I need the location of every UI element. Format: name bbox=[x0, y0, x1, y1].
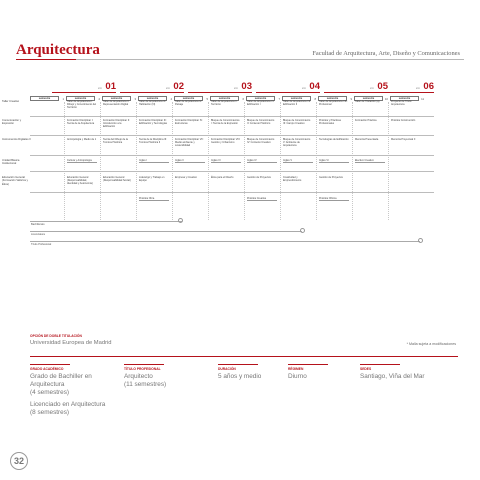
course-cell: Empresa y Creativo bbox=[175, 176, 197, 179]
row-divider bbox=[30, 171, 434, 172]
year-header-2 bbox=[120, 80, 184, 93]
row-divider bbox=[30, 135, 434, 136]
course-cell: Práctica Creativa bbox=[247, 197, 277, 201]
course-cell: Formación Disciplinar IV: Estructuras bbox=[175, 119, 203, 126]
course-cell: Ética para el Diseño bbox=[211, 176, 234, 179]
course-cell: Tecnologías de Edificación bbox=[319, 138, 349, 141]
year-number: 05 bbox=[377, 81, 388, 92]
column-separator bbox=[352, 102, 353, 220]
info-value: Arquitecto bbox=[124, 373, 153, 380]
column-separator bbox=[388, 102, 389, 220]
course-cell: Formación Práctica bbox=[355, 119, 377, 122]
course-cell: Cultura y Antropología bbox=[67, 159, 97, 163]
row-label: Taller Creativo bbox=[2, 100, 20, 103]
year-number: 04 bbox=[309, 81, 320, 92]
semester-header-4: semestre 4 bbox=[138, 96, 167, 101]
bachillerato-line bbox=[30, 221, 182, 222]
year-label: año bbox=[97, 87, 102, 90]
semester-header-3: semestre 3 bbox=[102, 96, 131, 101]
info-label: TÍTULO PROFESIONAL bbox=[124, 364, 164, 371]
info-label: RÉGIMEN bbox=[288, 364, 328, 371]
course-cell: Bloque de Conocimiento II: Contexto Histórico bbox=[247, 119, 275, 126]
milestone-marker bbox=[178, 218, 183, 223]
course-cell: Formación Disciplinar I: Teoría de la Arquitectura bbox=[67, 119, 95, 126]
course-cell: Formación Disciplinar VIII: Gestión y Urbanismo bbox=[211, 138, 241, 145]
course-cell: Práctica y Prácticas Profesionales bbox=[319, 119, 341, 126]
page-title: Arquitectura bbox=[16, 42, 100, 58]
page-number: 32 bbox=[10, 452, 28, 470]
info-value: (8 semestres) bbox=[30, 409, 70, 416]
info-label: SEDES bbox=[360, 364, 400, 371]
year-header-4 bbox=[256, 80, 320, 93]
year-label: año bbox=[233, 87, 238, 90]
dual-degree-label: OPCIÓN DE DOBLE TITULACIÓN bbox=[30, 334, 82, 338]
header-rule bbox=[16, 59, 464, 60]
titulo-label: Título Profesional bbox=[31, 243, 52, 246]
course-cell: Electivo Creativo bbox=[355, 159, 385, 163]
year-header-3 bbox=[188, 80, 252, 93]
info-sedes bbox=[360, 364, 425, 381]
course-cell: Gestión de Proyectos bbox=[319, 176, 343, 179]
course-cell: Bloque de Conocimiento IV: Contexto Creativo bbox=[247, 138, 275, 145]
column-separator bbox=[64, 102, 65, 220]
semester-header-9: semestre 9 bbox=[318, 96, 347, 101]
semester-header-5: semestre 5 bbox=[174, 96, 203, 101]
course-cell: Educación General (Responsabilidad Social) bbox=[103, 176, 131, 183]
course-cell: Inglés II bbox=[175, 159, 205, 163]
info-label: DURACIÓN bbox=[218, 364, 258, 371]
subject-to-change-note: * Malla sujeta a modificaciones bbox=[406, 342, 456, 346]
info-grado bbox=[30, 364, 105, 417]
row-divider bbox=[30, 192, 434, 193]
title-underline bbox=[16, 59, 76, 60]
course-cell: Formación Disciplinar II: Introducción a la Edificación bbox=[103, 119, 130, 129]
licenciatura-line bbox=[30, 231, 302, 232]
info-value: Arquitectura bbox=[30, 381, 65, 388]
info-value: 5 años y medio bbox=[218, 373, 262, 380]
course-cell: Bloque de Conocimiento V: Ambiente de Arquitectura bbox=[283, 138, 311, 148]
row-label: Educación General (Formación Valórica y Ética) bbox=[2, 176, 28, 186]
dual-degree-value: Universidad Europea de Madrid bbox=[30, 340, 112, 346]
course-cell: Memoria Presentada bbox=[355, 138, 379, 141]
course-cell: Inglés V bbox=[283, 159, 313, 163]
course-cell: Inglés III bbox=[211, 159, 241, 163]
course-cell: Gestión de Proyectos bbox=[247, 176, 271, 179]
titulo-line bbox=[30, 241, 420, 242]
year-header-1 bbox=[52, 80, 116, 93]
row-label: Comunicación y Expresión bbox=[2, 119, 22, 126]
year-header-6 bbox=[370, 80, 434, 93]
semester-header-1: semestre 1 bbox=[30, 96, 59, 101]
course-cell: Taller de Arquitectura III: Habitación (III) bbox=[139, 100, 166, 107]
course-cell: Taller de Arquitectura VI: Edificación I bbox=[247, 100, 275, 107]
row-divider bbox=[30, 155, 434, 156]
faculty-name: Facultad de Arquitectura, Arte, Diseño y Comunicaciones bbox=[312, 50, 460, 57]
course-cell: Taller de Arquitectura I: Dibujo y Conocimiento del Territorio bbox=[67, 100, 97, 110]
column-separator bbox=[100, 102, 101, 220]
year-label: año bbox=[415, 87, 420, 90]
curriculum-grid bbox=[2, 80, 434, 310]
course-cell: Antropología y Medio de 1 bbox=[67, 138, 97, 141]
course-cell: Liderazgo y Trabajo en Equipo bbox=[139, 176, 165, 183]
course-cell: Taller de Arquitectura V: Territorio bbox=[211, 100, 238, 107]
year-label: año bbox=[301, 87, 306, 90]
course-cell: Inglés IV bbox=[247, 159, 277, 163]
licenciatura-label: Licenciatura bbox=[31, 233, 45, 236]
course-cell: Teoría de la Disciplina III: Técnica Histórica II bbox=[139, 138, 167, 145]
year-number: 02 bbox=[173, 81, 184, 92]
semester-header-6: semestre 6 bbox=[210, 96, 239, 101]
section-rule bbox=[30, 356, 458, 357]
semester-header-10: semestre 10 bbox=[354, 96, 383, 101]
year-label: año bbox=[165, 87, 170, 90]
column-separator bbox=[316, 102, 317, 220]
semester-header-7: semestre 7 bbox=[246, 96, 275, 101]
column-separator bbox=[136, 102, 137, 220]
course-cell: Creatividad y Emprendimiento bbox=[283, 176, 302, 183]
course-cell: Inglés I bbox=[139, 159, 169, 163]
course-cell: Taller de Arquitectura II: Representación Digital bbox=[103, 100, 130, 107]
info-duracion bbox=[218, 364, 261, 381]
year-label: año bbox=[369, 87, 374, 90]
course-cell: Memoria Proyectual II bbox=[391, 138, 416, 141]
info-regimen bbox=[288, 364, 328, 381]
info-value: Grado de Bachiller en bbox=[30, 373, 92, 380]
course-cell: Proyecto de Título: Arquitectura bbox=[391, 100, 412, 107]
course-cell: Formación Disciplinar VII: Medio ambiente y sostenibilidad bbox=[175, 138, 204, 148]
course-cell: Formación Disciplinar III: Edificación y Tecnologías bbox=[139, 119, 168, 126]
course-cell: Educación General (Responsabilidad, Identidad y Autonomía) bbox=[67, 176, 93, 186]
info-value: Diurno bbox=[288, 373, 307, 380]
course-cell: Taller de Arquitectura IV: Paisaje bbox=[175, 100, 203, 107]
semester-header-8: semestre 8 bbox=[282, 96, 311, 101]
info-value: (4 semestres) bbox=[30, 389, 70, 396]
semester-header-2: semestre 2 bbox=[66, 96, 95, 101]
course-cell: Práctica Oficina bbox=[319, 197, 349, 201]
column-separator bbox=[280, 102, 281, 220]
row-divider bbox=[30, 116, 434, 117]
row-label: Unidad Básica Institucional bbox=[2, 159, 20, 166]
year-number: 03 bbox=[241, 81, 252, 92]
bachillerato-label: Bachillerato bbox=[31, 223, 45, 226]
course-cell: Taller de Arquitectura VII: Edificación II bbox=[283, 100, 311, 107]
info-value: Santiago, Viña del Mar bbox=[360, 373, 425, 380]
info-value: Licenciado en Arquitectura bbox=[30, 401, 106, 408]
course-cell: Taller de Arquitectura VIII: Profesional bbox=[319, 100, 348, 107]
year-number: 01 bbox=[105, 81, 116, 92]
milestone-marker bbox=[418, 238, 423, 243]
course-cell: Teoría del Dibujo de la Técnica Histórica bbox=[103, 138, 128, 145]
course-cell: Inglés VI bbox=[319, 159, 349, 163]
year-number: 06 bbox=[423, 81, 434, 92]
milestone-marker bbox=[300, 228, 305, 233]
info-titulo bbox=[124, 364, 166, 389]
course-cell: Bloque de Conocimiento III: Campo Creativo bbox=[283, 119, 311, 126]
course-cell: Taller de Titulación (a) bbox=[355, 100, 380, 103]
course-cell: Práctica Obra bbox=[139, 197, 169, 201]
column-separator bbox=[244, 102, 245, 220]
column-separator bbox=[208, 102, 209, 220]
course-cell: Práctica Construcción bbox=[391, 119, 416, 122]
course-cell: Bloque de Conocimientos I: Teoría de la Expresión bbox=[211, 119, 240, 126]
semester-header-11: semestre 11 bbox=[390, 96, 419, 101]
info-value: (11 semestres) bbox=[124, 381, 167, 388]
row-label: Instrumentos Digitales II bbox=[2, 138, 31, 141]
info-label: GRADO ACADÉMICO bbox=[30, 364, 70, 371]
column-separator bbox=[172, 102, 173, 220]
